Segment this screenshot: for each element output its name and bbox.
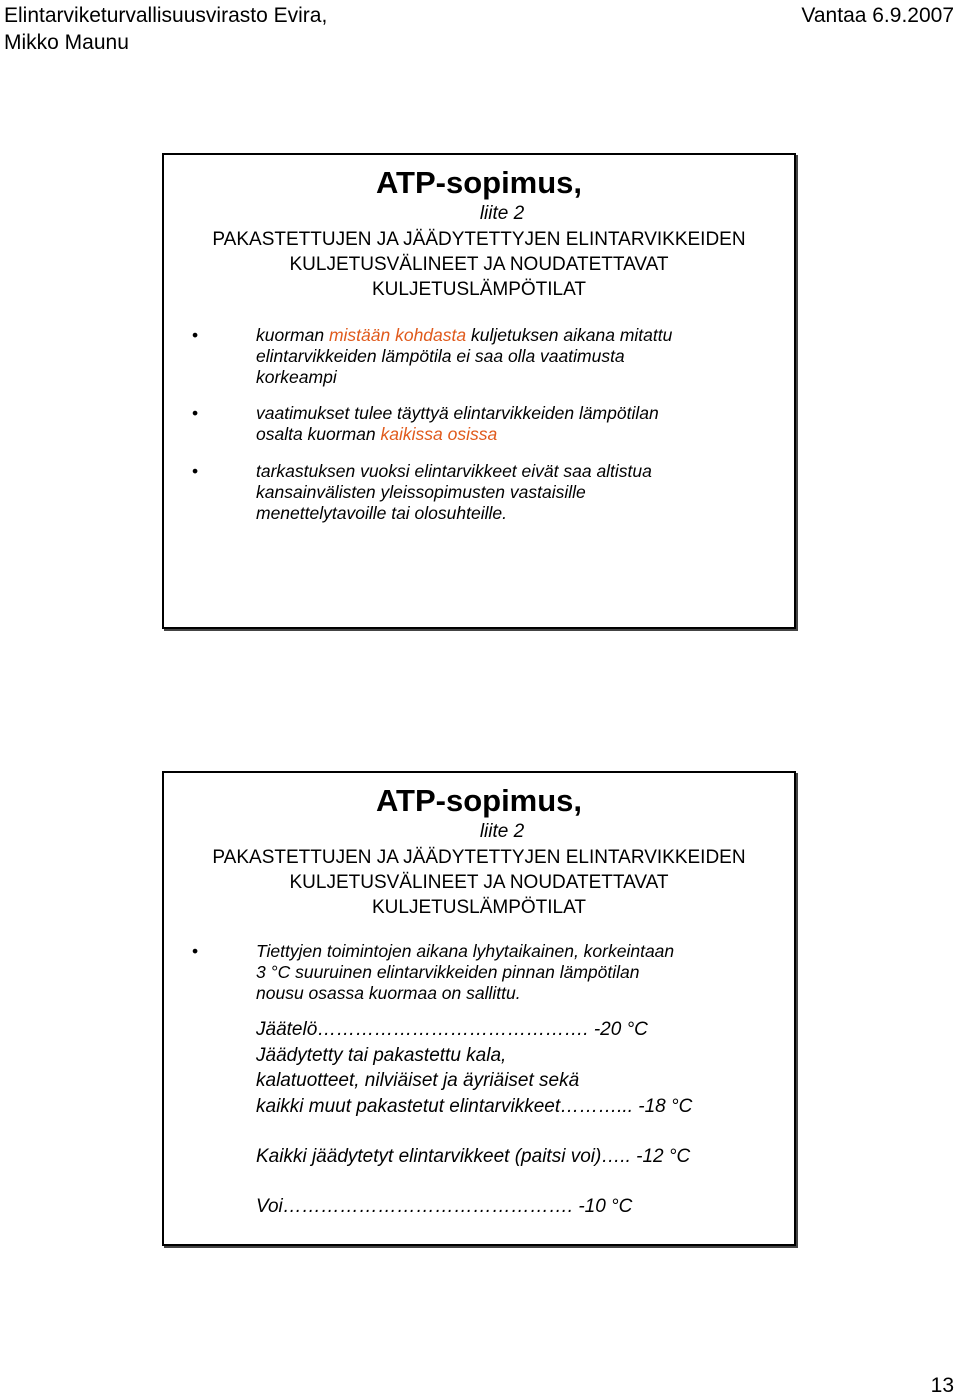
bullet-item-2 <box>192 403 776 445</box>
temperature-line-frozen-foods: kaikki muut pakastetut elintarvikkeet………... -18 °C <box>256 1096 693 1117</box>
slide-subtitle: liite 2 <box>479 821 525 842</box>
slide-title: ATP-sopimus, <box>375 165 583 200</box>
bullet-line: kuorman mistään kohdasta kuljetuksen aikana mitattu <box>256 325 673 345</box>
slide-heading-line-2: KULJETUSVÄLINEET JA NOUDATETTAVAT <box>289 872 669 893</box>
bullet-line: vaatimukset tulee täyttyä elintarvikkeiden lämpötilan <box>256 403 659 423</box>
temperature-line-butter: Voi………………………………………. -10 °C <box>256 1196 633 1217</box>
bullet-line: menettelytavoille tai olosuhteille. <box>256 503 507 523</box>
bullet-line: elintarvikkeiden lämpötila ei saa olla vaatimusta <box>256 346 625 366</box>
slide-heading-line-1: PAKASTETTUJEN JA JÄÄDYTETTYJEN ELINTARVIKKEIDEN <box>212 229 746 250</box>
temperature-line-fish: Jäädytetty tai pakastettu kala, <box>256 1045 507 1066</box>
bullet-icon: • <box>192 461 199 481</box>
header-date: Vantaa 6.9.2007 <box>801 4 954 27</box>
header-left <box>4 2 327 56</box>
bullet-line: osalta kuorman kaikissa osissa <box>256 424 498 444</box>
bullet-line: 3 °C suuruinen elintarvikkeiden pinnan lämpötilan <box>256 962 640 982</box>
page-number: 13 <box>930 1374 954 1397</box>
bullet-icon: • <box>192 325 199 345</box>
slide-1 <box>162 153 796 629</box>
slide-heading-line-3: KULJETUSLÄMPÖTILAT <box>372 279 586 300</box>
slide-2 <box>162 771 796 1246</box>
highlighted-text: kaikissa osissa <box>380 424 498 444</box>
bullet-icon: • <box>192 941 199 961</box>
temperature-line-frozen-except-butter: Kaikki jäädytetyt elintarvikkeet (paitsi voi)….. -12 °C <box>256 1146 691 1167</box>
slide-heading-line-3: KULJETUSLÄMPÖTILAT <box>372 897 586 918</box>
bullet-line: Tiettyjen toimintojen aikana lyhytaikainen, korkeintaan <box>256 941 675 961</box>
header-author: Mikko Maunu <box>4 31 129 54</box>
slide-heading-line-1: PAKASTETTUJEN JA JÄÄDYTETTYJEN ELINTARVIKKEIDEN <box>212 847 746 868</box>
header-organization: Elintarviketurvallisuusvirasto Evira, <box>4 4 328 27</box>
slide-heading-line-2: KULJETUSVÄLINEET JA NOUDATETTAVAT <box>289 254 669 275</box>
temperature-line-ice-cream: Jäätelö……………………………………. -20 °C <box>256 1019 648 1040</box>
highlighted-text: mistään kohdasta <box>328 325 467 345</box>
bullet-icon: • <box>192 403 199 423</box>
slide-title: ATP-sopimus, <box>375 783 583 818</box>
bullet-line: kansainvälisten yleissopimusten vastaisille <box>256 482 586 502</box>
temperature-line-seafood: kalatuotteet, nilviäiset ja äyriäiset sekä <box>256 1070 580 1091</box>
bullet-line: tarkastuksen vuoksi elintarvikkeet eivät saa altistua <box>256 461 652 481</box>
bullet-line: nousu osassa kuormaa on sallittu. <box>256 983 521 1003</box>
bullet-item-1 <box>192 325 776 388</box>
bullet-line: korkeampi <box>256 367 337 387</box>
bullet-item <box>192 941 776 1004</box>
bullet-item-3 <box>192 461 776 524</box>
slide-subtitle: liite 2 <box>479 203 525 224</box>
